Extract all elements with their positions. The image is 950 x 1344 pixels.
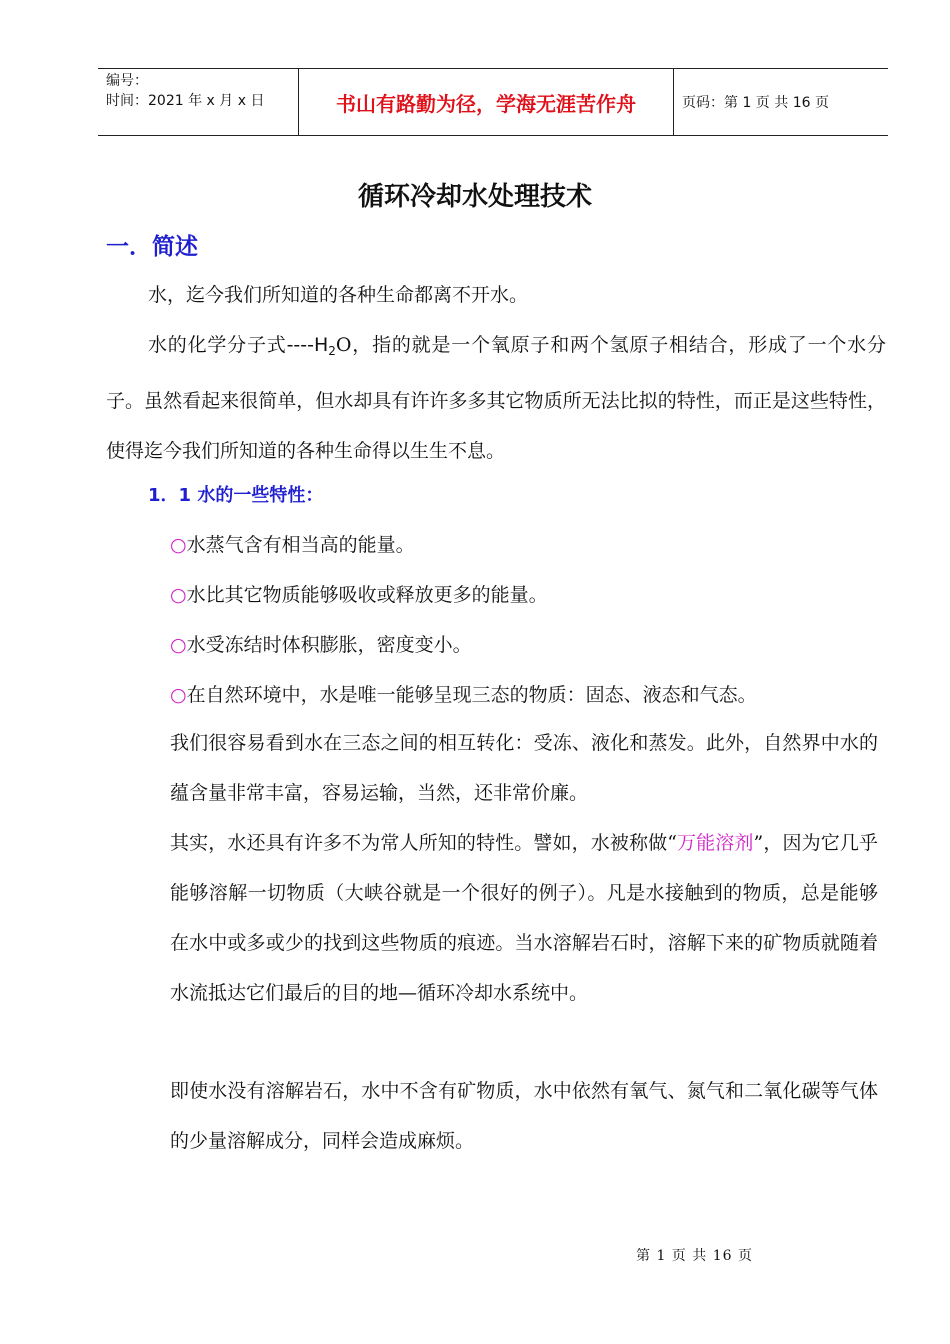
gas-paragraph: 即使水没有溶解岩石，水中不含有矿物质，水中依然有氧气、氮气和二氧化碳等气体的少量溶解成分，同样会造成麻烦。 (170, 1080, 878, 1152)
list-item (170, 620, 890, 670)
intro-paragraph: 水，迄今我们所知道的各种生命都离不开水。 (148, 284, 529, 306)
header-meta-cell (98, 69, 299, 135)
list-item (170, 520, 890, 570)
list-item (170, 570, 890, 620)
page-info: 页码：第 1 页 共 16 页 (682, 95, 829, 111)
properties-list (170, 520, 890, 720)
list-item-text: 水受冻结时体积膨胀，密度变小。 (186, 634, 472, 656)
bullet-circle-icon: ○ (170, 634, 187, 656)
section-heading: 一．简述 (106, 234, 198, 260)
list-item (170, 670, 890, 720)
header-page-cell (674, 69, 888, 135)
bullet-circle-icon: ○ (170, 684, 187, 706)
list-item-text: 水比其它物质能够吸收或释放更多的能量。 (186, 584, 548, 606)
solvent-paragraph (170, 818, 878, 1018)
solvent-text-before: 其实，水还具有许多不为常人所知的特性。譬如，水被称做“ (170, 832, 677, 854)
motto: 书山有路勤为径，学海无涯苦作舟 (336, 91, 636, 116)
list-item-text: 在自然环境中，水是唯一能够呈现三态的物质：固态、液态和气态。 (186, 684, 757, 706)
subsection-heading: 1．1 水的一些特性： (148, 485, 324, 506)
document-title: 循环冷却水处理技术 (357, 182, 592, 212)
number-label: 编号： (106, 73, 148, 89)
header-table (98, 68, 888, 136)
page-footer: 第 1 页 共 16 页 (636, 1248, 753, 1264)
bullet-circle-icon: ○ (170, 534, 187, 556)
formula-text-after: O，指的就是一个氧原子和两个氢原子相结合，形成了一个水分子。虽然看起来很简单，但水却具有许许多多其它物质所无法比拟的特性，而正是这些特性，使得迄今我们所知道的各种生命得以生生不息。 (106, 334, 886, 462)
bullet-circle-icon: ○ (170, 584, 187, 606)
list-item-text: 水蒸气含有相当高的能量。 (186, 534, 415, 556)
universal-solvent-highlight: 万能溶剂 (676, 832, 754, 854)
header-motto-cell (299, 69, 674, 135)
time-label: 时间：2021 年 x 月 x 日 (106, 93, 265, 109)
solvent-text-after: ”，因为它几乎能够溶解一切物质（大峡谷就是一个很好的例子）。凡是水接触到的物质，总是能够在水中或多或少的找到这些物质的痕迹。当水溶解岩石时，溶解下来的矿物质就随着水流抵达它们最后的目的地—循环冷却水系统中。 (170, 832, 878, 1004)
formula-paragraph (106, 320, 886, 476)
formula-text-before: 水的化学分子式----H (148, 334, 329, 356)
formula-subscript: 2 (328, 344, 336, 358)
states-paragraph: 我们很容易看到水在三态之间的相互转化：受冻、液化和蒸发。此外，自然界中水的蕴含量非常丰富，容易运输，当然，还非常价廉。 (170, 732, 878, 804)
